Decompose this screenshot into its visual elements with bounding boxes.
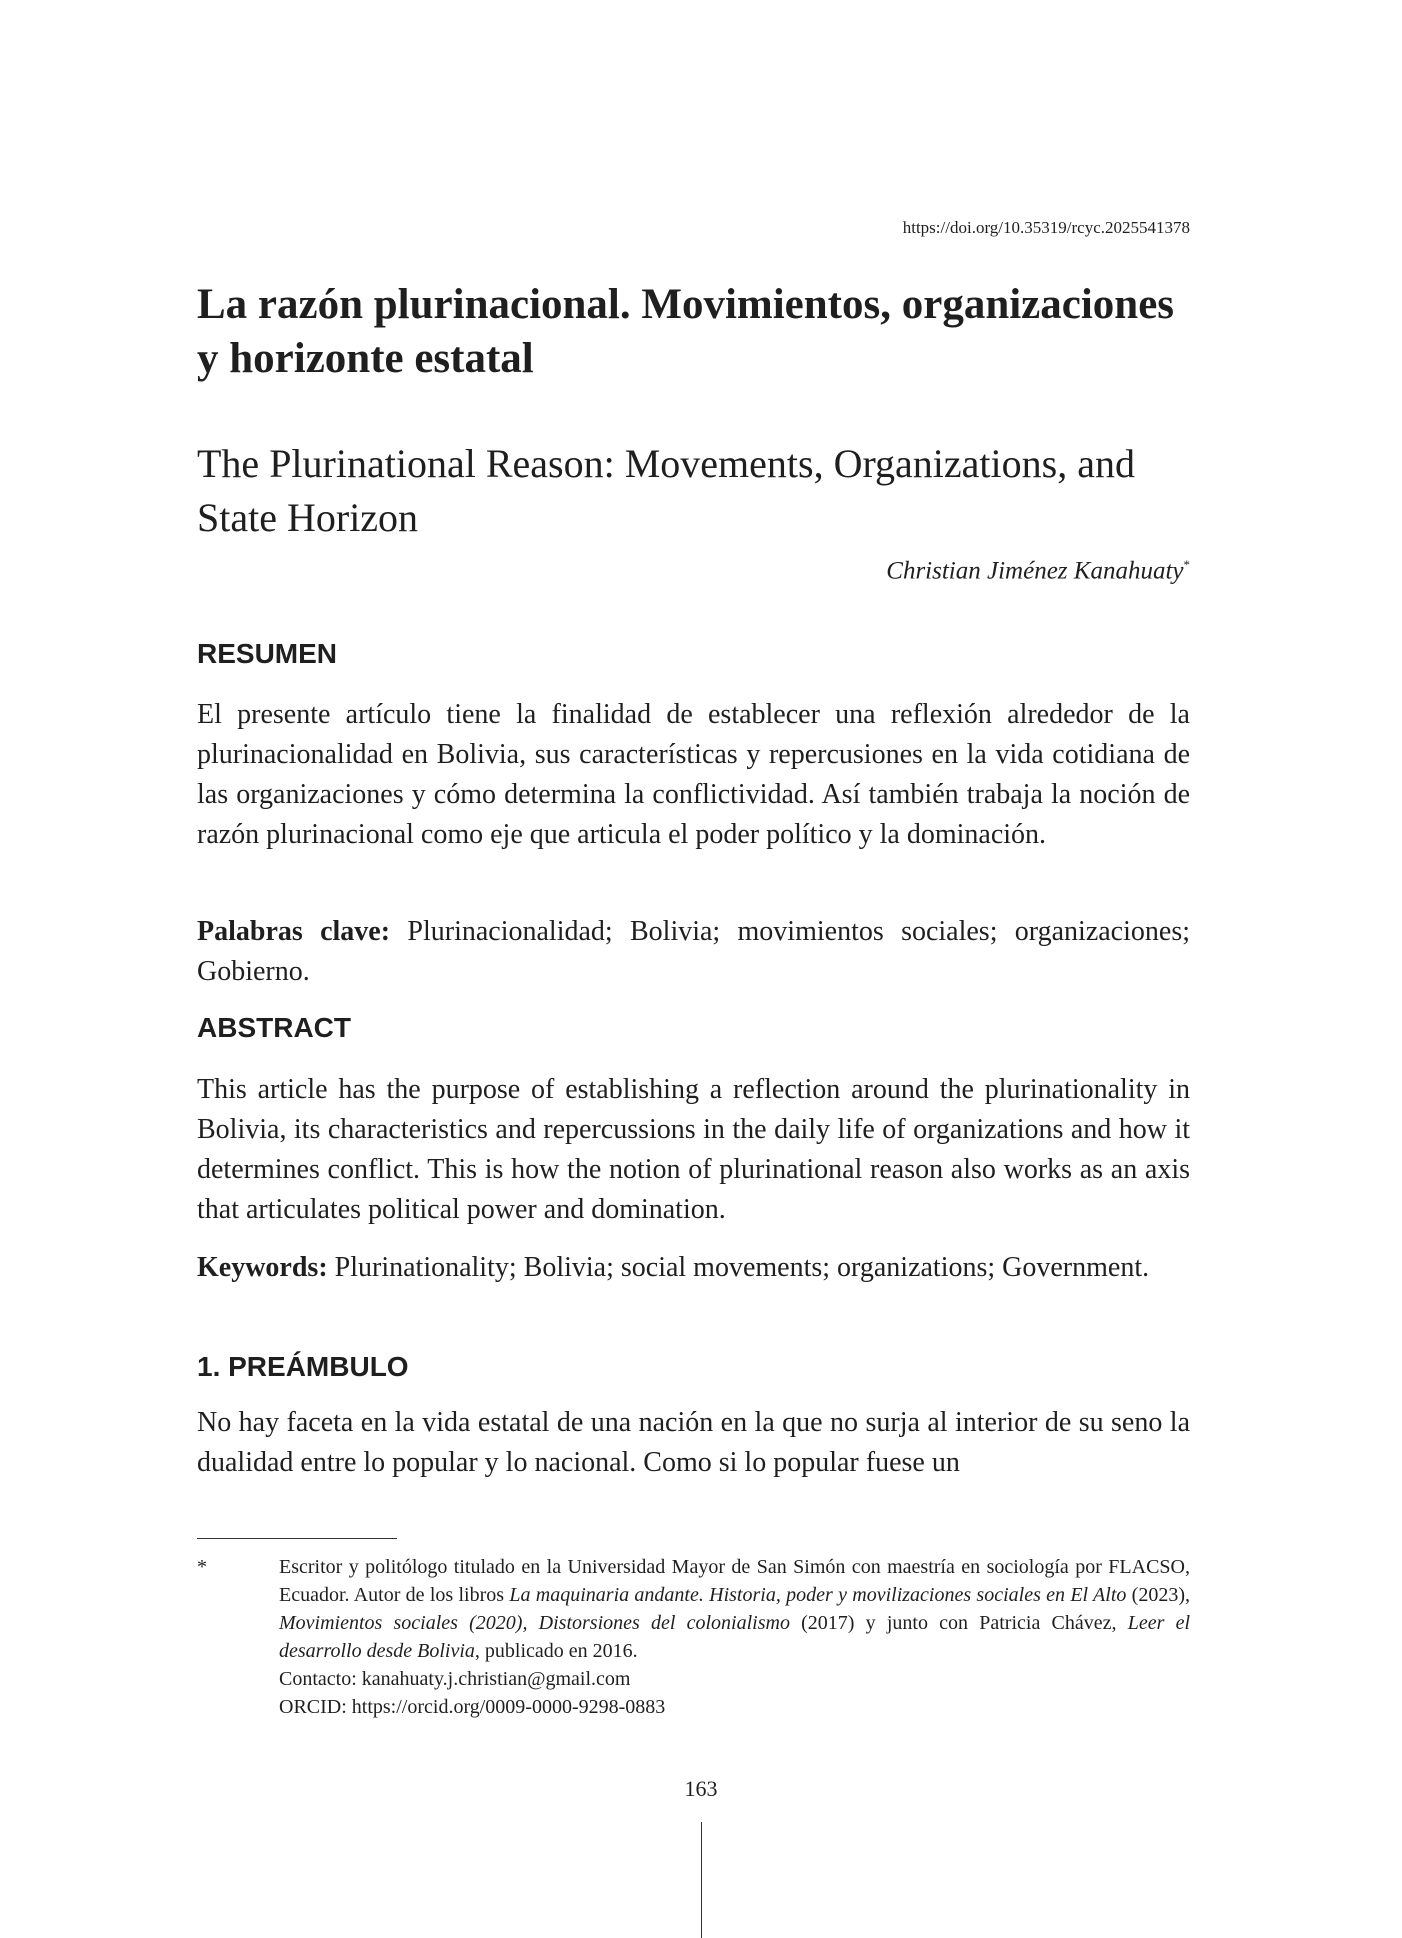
footnote-text-1: Escritor y politólogo titulado en la Universidad Mayor de San Simón con maestría en sociología por FLACSO, Ecuador. Autor de los libros — [279, 1556, 1190, 1606]
resumen-text: El presente artículo tiene la finalidad de establecer una reflexión alrededor de la plurinacionalidad en Bolivia, sus características y repercusiones en la vida cotidiana de las organizaciones y cómo determina la conflictividad. Así también trabaja la noción de razón plurinacional como eje que articula el poder político y la dominación. — [197, 699, 1190, 850]
author-name: Christian Jiménez Kanahuaty — [886, 557, 1184, 585]
palabras-clave — [197, 912, 1190, 992]
article-subtitle: The Plurinational Reason: Movements, Organizations, and State Horizon — [197, 441, 1135, 540]
doi-link[interactable]: https://doi.org/10.35319/rcyc.2025541378 — [902, 218, 1190, 237]
author-footnote-mark: * — [1183, 557, 1190, 572]
footnote-body — [279, 1553, 1190, 1721]
preambulo-text: No hay faceta en la vida estatal de una nación en la que no surja al interior de su seno la dualidad entre lo popular y lo nacional. Como si lo popular fuese un — [197, 1407, 1190, 1478]
author-line — [600, 557, 1190, 585]
keywords — [197, 1248, 1190, 1288]
footnote-orcid[interactable]: ORCID: https://orcid.org/0009-0000-9298-0883 — [279, 1696, 666, 1718]
footnote-text-2: (2023), — [1126, 1584, 1190, 1606]
abstract-heading: ABSTRACT — [197, 1012, 351, 1043]
section-heading-preambulo: 1. PREÁMBULO — [197, 1351, 409, 1382]
footnote-text-4: , publicado en 2016. — [474, 1640, 638, 1662]
page-number: 163 — [684, 1776, 718, 1801]
abstract-text: This article has the purpose of establishing a reflection around the plurinationality in Bolivia, its characteristics and repercussions in the daily life of organizations and how it determines conflict. This is how the notion of plurinational reason also works as an axis that articulates political power and domination. — [197, 1074, 1190, 1225]
footnote-divider — [197, 1538, 397, 1539]
footnote-book-1: La maquinaria andante. Historia, poder y movilizaciones sociales en El Alto — [509, 1584, 1127, 1606]
palabras-clave-label: Palabras clave: — [197, 916, 391, 947]
keywords-label: Keywords: — [197, 1252, 328, 1283]
footnote-contact[interactable]: Contacto: kanahuaty.j.christian@gmail.com — [279, 1668, 631, 1690]
footnote-text-3: (2017) y junto con Patricia Chávez, — [789, 1612, 1128, 1634]
footnote — [197, 1553, 1190, 1721]
footnote-book-2: Movimientos sociales (2020), Distorsiones del colonialismo — [279, 1612, 790, 1634]
article-title: La razón plurinacional. Movimientos, organizaciones y horizonte estatal — [197, 281, 1175, 382]
footnote-mark: * — [197, 1556, 207, 1578]
footnote-book-3: Leer el desarrollo desde Bolivia — [279, 1612, 1191, 1662]
keywords-values: Plurinationality; Bolivia; social movements; organizations; Government. — [334, 1252, 1150, 1283]
page-number-rule — [701, 1822, 702, 1938]
palabras-clave-values: Plurinacionalidad; Bolivia; movimientos sociales; organizaciones; Gobierno. — [197, 916, 1190, 987]
resumen-heading: RESUMEN — [197, 638, 338, 669]
